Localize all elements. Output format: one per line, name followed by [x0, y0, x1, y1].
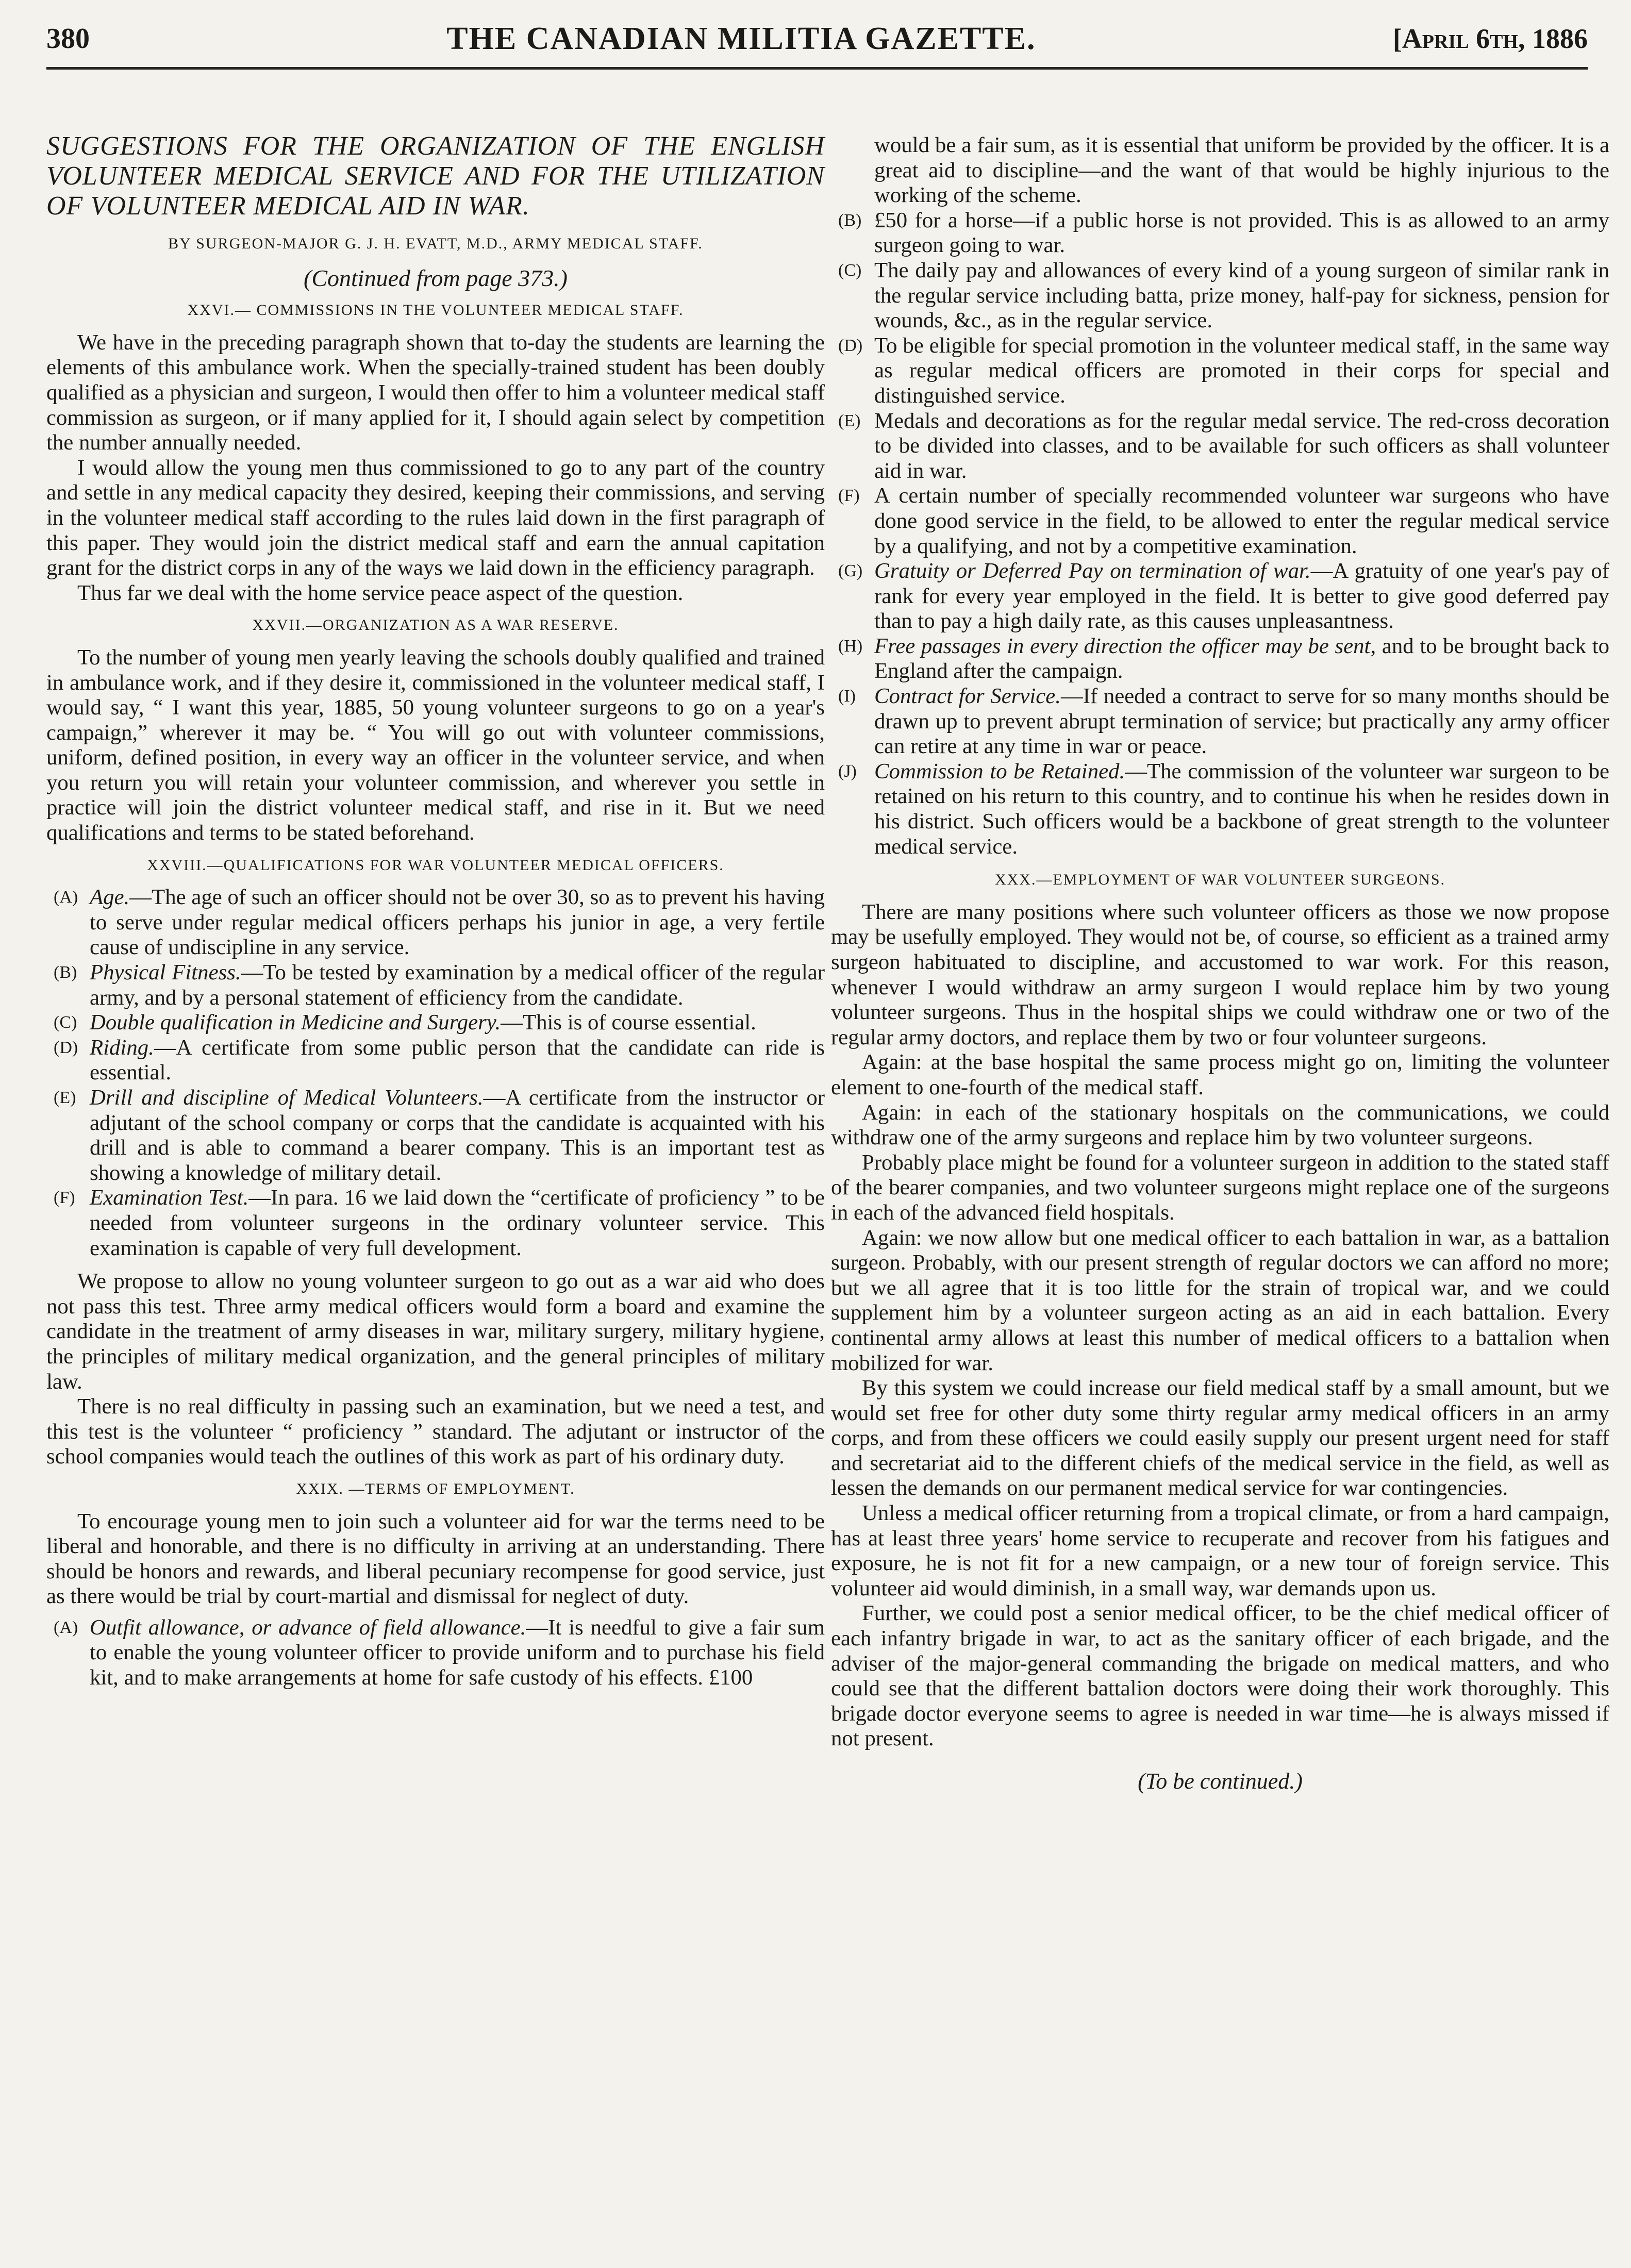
- item-marker: (B): [838, 210, 862, 230]
- list-item: [831, 409, 1609, 484]
- list-item: [831, 634, 1609, 684]
- paragraph: We have in the preceding paragraph shown that to-day the students are learning the elements of this ambulance work. When the specially-trained student has been doubly qualified as a physician and surgeon, I would then offer to him a volunteer medical staff commission as surgeon, or if many applied for it, I should again select by competition the number annually needed.: [46, 330, 825, 455]
- list-item: [831, 759, 1609, 859]
- section-heading: XXIX. —TERMS OF EMPLOYMENT.: [296, 1480, 575, 1497]
- publication-title: THE CANADIAN MILITIA GAZETTE.: [446, 21, 1036, 56]
- section-heading: XXVIII.—QUALIFICATIONS FOR WAR VOLUNTEER MEDICAL OFFICERS.: [147, 856, 724, 874]
- item-lead: Commission to be Retained.: [874, 759, 1125, 783]
- paragraph: Again: at the base hospital the same process might go on, limiting the volunteer element to one-fourth of the medical staff.: [831, 1050, 1609, 1099]
- item-marker: (D): [54, 1038, 78, 1057]
- left-column: [46, 131, 825, 1699]
- item-lead: Free passages in every direction the officer may be sent,: [874, 633, 1376, 658]
- item-text: and to be brought back to England after the campaign.: [874, 633, 1609, 683]
- byline: BY SURGEON-MAJOR G. J. H. EVATT, M.D., ARMY MEDICAL STAFF.: [168, 235, 703, 252]
- item-marker: (F): [54, 1188, 75, 1208]
- list-item: [46, 1086, 825, 1186]
- item-marker: (B): [54, 963, 77, 982]
- item-text: A certain number of specially recommended volunteer war surgeons who have done good service in the field, to be allowed to enter the regular medical service by a qualifying, and not by a competitive examination.: [874, 483, 1609, 558]
- list-item: [46, 960, 825, 1010]
- item-lead: Contract for Service.: [874, 684, 1061, 709]
- list-item: [46, 1186, 825, 1261]
- list-item: [46, 885, 825, 960]
- item-marker: (F): [838, 486, 860, 506]
- list-item: [46, 1010, 825, 1036]
- page-number: 380: [46, 23, 90, 55]
- terms-list-continued: [831, 133, 1609, 859]
- section-heading: XXVII.—ORGANIZATION AS A WAR RESERVE.: [252, 616, 619, 634]
- item-marker: (I): [838, 687, 856, 706]
- list-item: [46, 1036, 825, 1086]
- item-marker: (H): [838, 636, 863, 656]
- list-item: [46, 1615, 825, 1691]
- section-heading: XXX.—EMPLOYMENT OF WAR VOLUNTEER SURGEONS.: [994, 871, 1446, 889]
- item-lead: Physical Fitness.: [90, 960, 241, 985]
- list-item: [831, 258, 1609, 333]
- paragraph: To the number of young men yearly leaving the schools doubly qualified and trained in ambulance work, and if they desire it, commissioned in the volunteer medical staff, I would say, “ I want this year, 1885, 50 young volunteer surgeons to go on a year's campaign,” wherever it may be. “ You will go out with volunteer commissions, uniform, defined position, in every way an officer in the volunteer service, and when you return you will retain your volunteer commission, and wherever you settle in practice will join the district volunteer medical staff, and rise in it. But we need qualifications and terms to be stated beforehand.: [46, 645, 825, 845]
- item-marker: (A): [54, 888, 78, 907]
- right-column: [831, 133, 1609, 1794]
- paragraph: Again: we now allow but one medical officer to each battalion in war, as a battalion surgeon. Probably, with our present strength of regular doctors we can afford no more; but we all agree that it is too little for the strain of tropical war, and we could supplement him by a volunteer surgeon acting as an aid in each battalion. Every continental army allows at least this number of medical officers to a battalion when mobilized for war.: [831, 1225, 1609, 1375]
- item-text: —The commission of the volunteer war surgeon to be retained on his return to this country, and to continue his when he resides down in his district. Such officers would be a backbone of great strength to the volunteer medical service.: [874, 759, 1609, 859]
- item-marker: (A): [54, 1617, 78, 1637]
- paragraph: By this system we could increase our field medical staff by a small amount, but we would set free for other duty some thirty regular army medical officers in an army corps, and from these officers we could easily supply our present urgent need for staff and secretariat aid to the different chiefs of the medical service in the field, as well as lessen the demands on our permanent medical service for war contingencies.: [831, 1376, 1609, 1500]
- list-item: [831, 133, 1609, 208]
- issue-date: [April 6th, 1886: [1392, 23, 1588, 54]
- item-lead: Age.: [90, 885, 130, 910]
- item-lead: Outfit allowance, or advance of field allowance.: [90, 1615, 526, 1640]
- item-text: —In para. 16 we laid down the “certificate of proficiency ” to be needed from volunteer surgeons in the ordinary volunteer service. This examination is capable of very full development.: [90, 1186, 825, 1260]
- list-item: [831, 208, 1609, 258]
- list-item: [831, 333, 1609, 409]
- item-marker: (C): [54, 1013, 77, 1032]
- list-item: [831, 559, 1609, 634]
- item-text: £50 for a horse—if a public horse is not provided. This is as allowed to an army surgeon going to war.: [874, 208, 1609, 258]
- paragraph: We propose to allow no young volunteer surgeon to go out as a war aid who does not pass this test. Three army medical officers would form a board and examine the candidate in the treatment of army diseases in war, military surgery, military hygiene, the principles of military medical organization, and the general principles of military law.: [46, 1269, 825, 1394]
- item-marker: (J): [838, 761, 857, 781]
- article-title: SUGGESTIONS FOR THE ORGANIZATION OF THE ENGLISH VOLUNTEER MEDICAL SERVICE AND FOR THE UTILIZATION OF VOLUNTEER MEDICAL AID IN WAR.: [46, 131, 825, 221]
- page-header: [46, 10, 1588, 70]
- item-text: The daily pay and allowances of every kind of a young surgeon of similar rank in the regular service including batta, prize money, half-pay for sickness, pension for wounds, &c., as in the regular service.: [874, 258, 1609, 333]
- continued-from: (Continued from page 373.): [304, 264, 568, 291]
- paragraph: There are many positions where such volunteer officers as those we now propose may be usefully employed. They would not be, of course, so efficient as a trained army surgeon habituated to discipline, and accustomed to war work. For this reason, whenever I would withdraw an army surgeon I would replace him by two young volunteer surgeons. Thus in the hospital ships we could withdraw one or two of the regular army doctors, and replace them by two or four volunteer surgeons.: [831, 899, 1609, 1049]
- item-text: —The age of such an officer should not be over 30, so as to prevent his having to serve under regular medical officers perhaps his junior in age, a very fertile cause of undiscipline in any service.: [90, 885, 825, 960]
- paragraph: Further, we could post a senior medical officer, to be the chief medical officer of each infantry brigade in war, to act as the sanitary officer of each brigade, and the adviser of the major-general commanding the brigade on medical matters, and who could see that the different battalion doctors were doing their work thoroughly. This brigade doctor everyone seems to agree is needed in war time—he is always missed if not present.: [831, 1601, 1609, 1751]
- paragraph: There is no real difficulty in passing such an examination, but we need a test, and this test is the volunteer “ proficiency ” standard. The adjutant or instructor of the school companies would teach the outlines of this work as part of his ordinary duty.: [46, 1394, 825, 1469]
- paragraph: Again: in each of the stationary hospitals on the communications, we could withdraw one of the army surgeons and replace him by two volunteer surgeons.: [831, 1100, 1609, 1150]
- item-marker: (C): [838, 260, 862, 280]
- item-marker: (D): [838, 336, 863, 355]
- item-marker: (E): [838, 411, 861, 430]
- item-lead: Double qualification in Medicine and Surgery.: [90, 1010, 501, 1035]
- item-text: would be a fair sum, as it is essential that uniform be provided by the officer. It is a great aid to discipline—and the want of that would be highly injurious to the working of the scheme.: [874, 133, 1609, 208]
- item-text: —If needed a contract to serve for so many months should be drawn up to prevent abrupt termination of service; but practically any army officer can retire at any time in war or peace.: [874, 684, 1609, 759]
- terms-list-start: [46, 1615, 825, 1691]
- item-text: —It is needful to give a fair sum to enable the young volunteer officer to provide uniform and to purchase his field kit, and to make arrangements at home for safe custody of his effects. £100: [90, 1615, 825, 1690]
- item-marker: (E): [54, 1088, 76, 1107]
- paragraph: I would allow the young men thus commissioned to go to any part of the country and settle in any medical capacity they desired, keeping their commissions, and serving in the volunteer medical staff according to the rules laid down in the first paragraph of this paper. They would join the district medical staff and earn the annual capitation grant for the district corps in any of the ways we laid down in the efficiency paragraph.: [46, 455, 825, 580]
- item-text: Medals and decorations as for the regular medal service. The red-cross decoration to be divided into classes, and to be available for such officers as shall volunteer aid in war.: [874, 408, 1609, 483]
- list-item: [831, 483, 1609, 559]
- item-marker: (G): [838, 561, 863, 581]
- paragraph: To encourage young men to join such a volunteer aid for war the terms need to be liberal and honorable, and there is no difficulty in arriving at an understanding. There should be honors and rewards, and liberal pecuniary recompense for good service, just as there would be trial by court-martial and dismissal for neglect of duty.: [46, 1509, 825, 1609]
- item-text: To be eligible for special promotion in the volunteer medical staff, in the same way as regular medical officers are promoted in their corps for special and distinguished service.: [874, 333, 1609, 408]
- qualification-list: [46, 885, 825, 1261]
- paragraph: Thus far we deal with the home service peace aspect of the question.: [77, 580, 684, 605]
- paragraph: Unless a medical officer returning from a tropical climate, or from a hard campaign, has at least three years' home service to recuperate and recover from his fatigues and exposure, he is not fit for a new campaign, or a new tour of foreign service. This volunteer aid would diminish, in a small way, war demands upon us.: [831, 1501, 1609, 1600]
- list-item: [831, 684, 1609, 759]
- item-lead: Examination Test.: [90, 1186, 249, 1210]
- item-lead: Gratuity or Deferred Pay on termination of war.: [874, 559, 1311, 583]
- item-text: —To be tested by examination by a medical officer of the regular army, and by a personal statement of efficiency from the candidate.: [90, 960, 825, 1010]
- item-text: —A certificate from the instructor or adjutant of the school company or corps that the candidate is acquainted with his drill and is able to command a bearer company. This is an important test as showing a knowledge of military detail.: [90, 1086, 825, 1185]
- item-text: —A certificate from some public person that the candidate can ride is essential.: [90, 1035, 825, 1085]
- item-lead: Riding.: [90, 1035, 154, 1060]
- item-text: —This is of course essential.: [501, 1010, 756, 1035]
- paragraph: Probably place might be found for a volunteer surgeon in addition to the stated staff of the bearer companies, and two volunteer surgeons might replace one of the surgeons in each of the advanced field hospitals.: [831, 1150, 1609, 1225]
- item-lead: Drill and discipline of Medical Volunteers.: [90, 1086, 484, 1110]
- item-text: —A gratuity of one year's pay of rank for every year employed in the field. It is better to give good deferred pay than to pay a high daily rate, as this causes unpleasantness.: [874, 559, 1609, 633]
- to-be-continued: (To be continued.): [1138, 1769, 1303, 1794]
- section-heading: XXVI.— COMMISSIONS IN THE VOLUNTEER MEDICAL STAFF.: [187, 302, 684, 319]
